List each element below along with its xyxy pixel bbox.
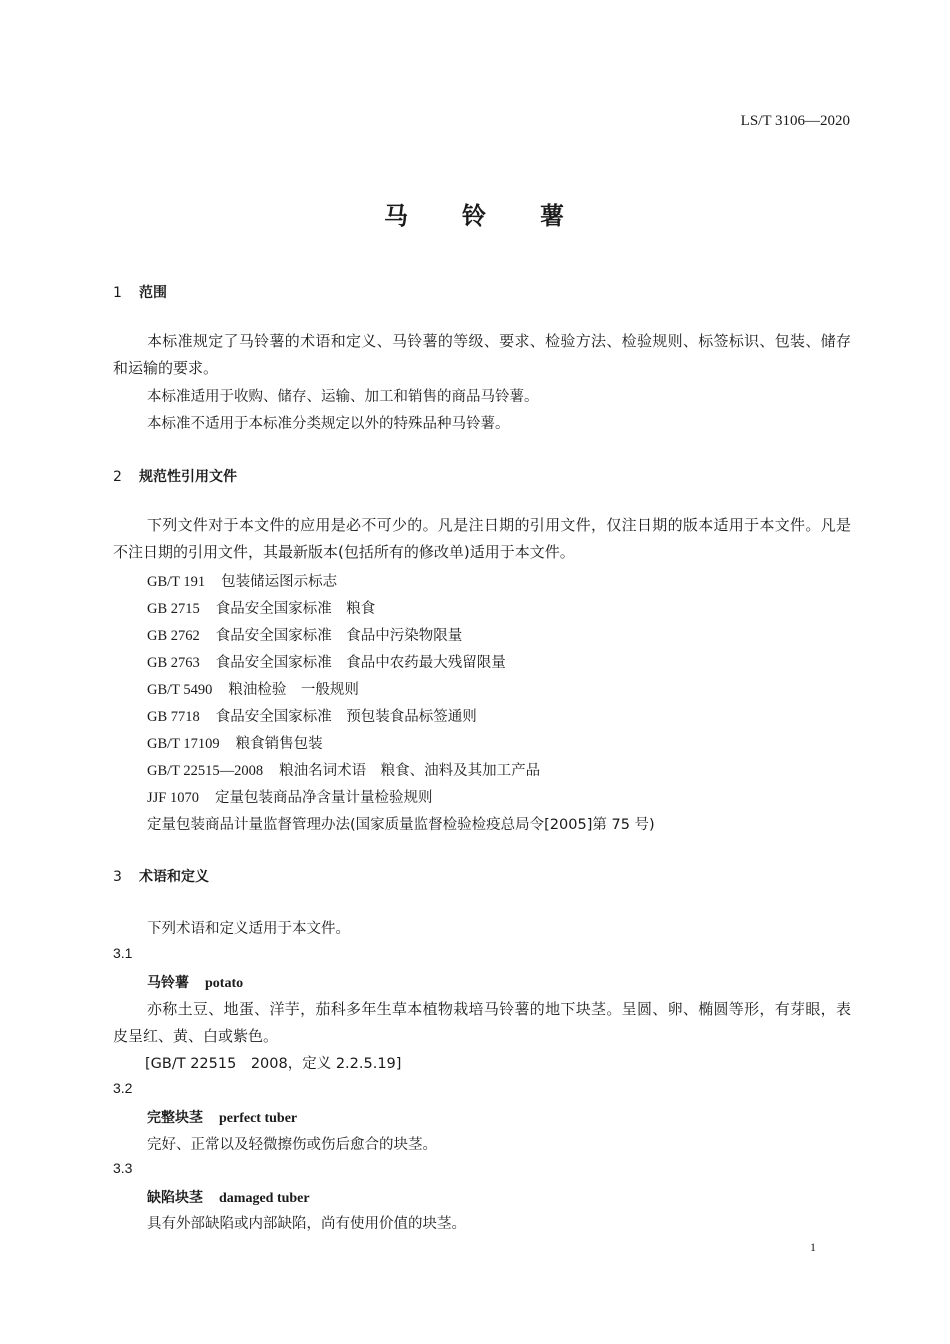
terms-intro: 下列术语和定义适用于本文件。 [147, 921, 350, 937]
reference-item [147, 759, 540, 780]
reference-item [147, 597, 375, 618]
reference-item [147, 651, 506, 672]
reference-code: GB/T 22515—2008 [147, 763, 264, 779]
reference-title: 食品安全国家标准 预包装食品标签通则 [215, 709, 477, 725]
reference-code: JJF 1070 [147, 790, 199, 806]
term-definition: 具有外部缺陷或内部缺陷，尚有使用价值的块茎。 [147, 1216, 466, 1232]
reference-title: 定量包装商品净含量计量检验规则 [214, 790, 433, 806]
reference-item [147, 732, 323, 753]
term-zh: 缺陷块茎 [147, 1190, 203, 1206]
reference-item [147, 786, 432, 807]
term-heading [147, 1187, 310, 1207]
section-number: 1 [113, 285, 122, 301]
term-en: potato [205, 976, 244, 991]
section-1-heading [113, 282, 167, 302]
section-number: 2 [113, 469, 122, 485]
term-zh: 马铃薯 [147, 975, 189, 991]
reference-item [147, 570, 337, 591]
term-zh: 完整块茎 [147, 1110, 203, 1126]
page-number: 1 [810, 1240, 816, 1254]
reference-title: 食品安全国家标准 粮食 [215, 601, 376, 617]
term-en: perfect tuber [219, 1111, 298, 1126]
reference-code: GB/T 17109 [147, 736, 220, 752]
term-heading [147, 972, 243, 992]
clause-number: 3.2 [113, 1080, 133, 1096]
scope-paragraph-2: 本标准适用于收购、储存、运输、加工和销售的商品马铃薯。 [147, 389, 539, 405]
document-title [0, 196, 950, 231]
section-number: 3 [113, 869, 122, 885]
section-title: 规范性引用文件 [139, 469, 237, 485]
reference-code: GB 2762 [147, 628, 200, 644]
clause-number: 3.1 [113, 945, 133, 961]
section-title: 术语和定义 [139, 869, 209, 885]
scope-paragraph-3: 本标准不适用于本标准分类规定以外的特殊品种马铃薯。 [147, 416, 510, 432]
term-en: damaged tuber [219, 1191, 310, 1206]
title-char: 薯 [540, 202, 566, 230]
reference-title: 食品安全国家标准 食品中农药最大残留限量 [215, 655, 506, 671]
clause-number: 3.3 [113, 1160, 133, 1176]
term-heading [147, 1107, 297, 1127]
reference-item [147, 678, 359, 699]
reference-item [147, 624, 462, 645]
references-intro: 下列文件对于本文件的应用是必不可少的。凡是注日期的引用文件，仅注日期的版本适用于本文件。凡是不注日期的引用文件，其最新版本(包括所有的修改单)适用于本文件。 [113, 516, 851, 561]
reference-item-regulation: 定量包装商品计量监督管理办法(国家质量监督检验检疫总局令[2005]第 75 号) [147, 817, 655, 833]
term-definition: 亦称土豆、地蛋、洋芋，茄科多年生草本植物栽培马铃薯的地下块茎。呈圆、卵、椭圆等形，有芽眼，表皮呈红、黄、白或紫色。 [113, 1000, 851, 1045]
reference-code: GB 7718 [147, 709, 200, 725]
term-definition: 完好、正常以及轻微擦伤或伤后愈合的块茎。 [147, 1137, 437, 1153]
reference-title: 食品安全国家标准 食品中污染物限量 [215, 628, 463, 644]
title-char: 马 [384, 202, 410, 230]
title-char: 铃 [462, 202, 488, 230]
reference-item [147, 705, 477, 726]
reference-title: 粮油检验 一般规则 [228, 682, 359, 698]
section-2-heading [113, 466, 237, 486]
reference-code: GB/T 191 [147, 574, 206, 590]
reference-title: 粮食销售包装 [235, 736, 323, 752]
reference-title: 包装储运图示标志 [221, 574, 338, 590]
scope-paragraph-1: 本标准规定了马铃薯的术语和定义、马铃薯的等级、要求、检验方法、检验规则、标签标识、包装、储存和运输的要求。 [113, 332, 851, 377]
reference-code: GB 2715 [147, 601, 200, 617]
standard-id: LS/T 3106—2020 [740, 113, 850, 129]
section-title: 范围 [139, 285, 167, 301]
section-3-heading [113, 866, 209, 886]
reference-code: GB/T 5490 [147, 682, 213, 698]
reference-code: GB 2763 [147, 655, 200, 671]
term-source: [GB/T 22515 2008，定义 2.2.5.19] [145, 1056, 402, 1072]
reference-title: 粮油名词术语 粮食、油料及其加工产品 [279, 763, 541, 779]
